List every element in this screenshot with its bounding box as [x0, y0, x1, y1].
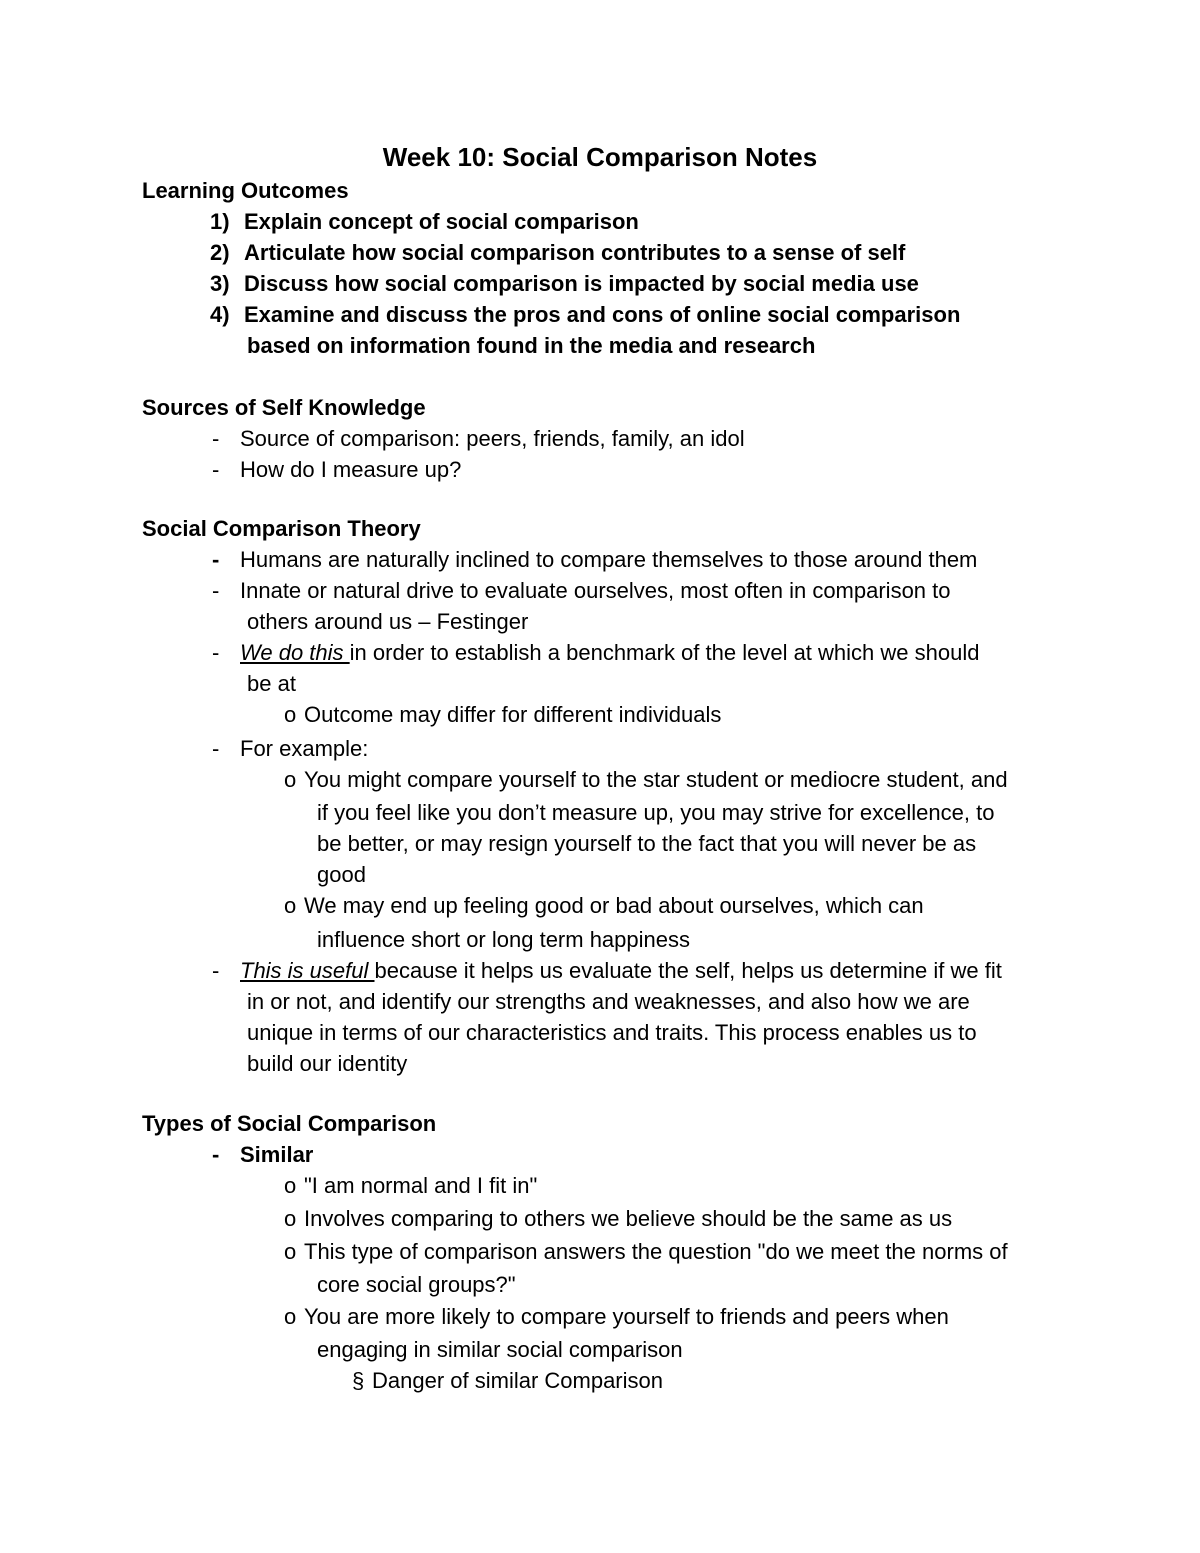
- list-item: - Humans are naturally inclined to compare themselves to those around them: [212, 547, 978, 572]
- page-title: Week 10: Social Comparison Notes: [382, 142, 818, 172]
- outcome-item: 4) Examine and discuss the pros and cons of online social comparison: [210, 302, 961, 327]
- section-sign-icon: §: [352, 1368, 365, 1393]
- list-item: - For example:: [212, 736, 369, 761]
- sub-list-item: o "I am normal and I fit in": [284, 1173, 538, 1198]
- sub-list-item: o You are more likely to compare yourself to friends and peers when: [284, 1304, 949, 1329]
- types-heading: Types of Social Comparison: [142, 1111, 437, 1136]
- sub-sub-list-item: § Danger of similar Comparison: [352, 1365, 663, 1396]
- list-item: - Innate or natural drive to evaluate ourselves, most often in comparison to: [212, 578, 951, 603]
- sub-list-item: o You might compare yourself to the star student or mediocre student, and: [284, 767, 1008, 792]
- outcome-item-continuation: based on information found in the media and research: [247, 333, 816, 358]
- sub-list-item: o We may end up feeling good or bad about ourselves, which can: [284, 893, 924, 918]
- outcome-item: 2) Articulate how social comparison contributes to a sense of self: [210, 240, 906, 265]
- sub-list-item: o Outcome may differ for different individuals: [284, 702, 722, 727]
- sub-list-continuation: influence short or long term happiness: [317, 927, 690, 952]
- learning-outcomes-heading: Learning Outcomes: [142, 178, 349, 203]
- outcome-item: 1) Explain concept of social comparison: [210, 209, 639, 234]
- list-item-continuation: in or not, and identify our strengths and weaknesses, and also how we are: [247, 989, 970, 1014]
- list-item: - We do this in order to establish a benchmark of the level at which we should: [212, 640, 980, 665]
- list-item-continuation: unique in terms of our characteristics and traits. This process enables us to: [247, 1020, 977, 1045]
- list-item: - How do I measure up?: [212, 457, 462, 482]
- sub-list-continuation: be better, or may resign yourself to the fact that you will never be as: [317, 831, 977, 856]
- emphasis-text: This is useful: [240, 958, 375, 983]
- list-item-continuation: be at: [247, 671, 296, 696]
- list-item: - This is useful because it helps us evaluate the self, helps us determine if we fit: [212, 958, 1002, 983]
- theory-heading: Social Comparison Theory: [142, 516, 421, 541]
- list-item-continuation: build our identity: [247, 1051, 408, 1076]
- list-item-continuation: others around us – Festinger: [247, 609, 529, 634]
- sub-list-item: o This type of comparison answers the question "do we meet the norms of: [284, 1239, 1008, 1264]
- sub-list-continuation: core social groups?": [317, 1272, 516, 1297]
- sub-list-continuation: good: [317, 862, 366, 887]
- sub-list-continuation: engaging in similar social comparison: [317, 1337, 683, 1362]
- sources-heading: Sources of Self Knowledge: [142, 395, 426, 420]
- list-item: - Source of comparison: peers, friends, family, an idol: [212, 426, 745, 451]
- sub-list-continuation: if you feel like you don’t measure up, you may strive for excellence, to: [317, 800, 995, 825]
- sub-list-item: o Involves comparing to others we believe should be the same as us: [284, 1206, 953, 1231]
- emphasis-text: We do this: [240, 640, 350, 665]
- outcome-item: 3) Discuss how social comparison is impacted by social media use: [210, 271, 919, 296]
- list-item: - Similar: [212, 1142, 314, 1167]
